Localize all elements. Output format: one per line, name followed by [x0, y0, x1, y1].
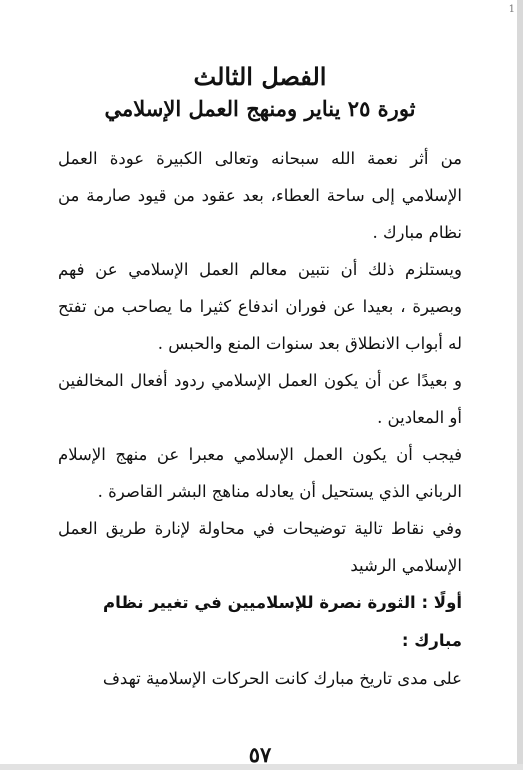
paragraph-4: فيجب أن يكون العمل الإسلامي معبرا عن منهج الإسلام الرباني الذي يستحيل أن يعادله مناهج البشر القاصرة . [58, 445, 462, 501]
corner-mark: 1 [508, 4, 515, 15]
paragraph-2: ويستلزم ذلك أن نتبين معالم العمل الإسلامي عن فهم وبصيرة ، بعيدا عن فوران اندفاع كثيرا ما يصاحب من تفتح له أبواب الانطلاق بعد سنوات المنع والحبس . [58, 260, 462, 353]
paragraph-5: وفي نقاط تالية توضيحات في محاولة لإنارة طريق العمل الإسلامي الرشيد [58, 519, 462, 575]
paragraph-1: من أثر نعمة الله سبحانه وتعالى الكبيرة عودة العمل الإسلامي إلى ساحة العطاء، بعد عقود من قيود صارمة من نظام مبارك . [58, 149, 462, 242]
chapter-title: الفصل الثالث [193, 62, 327, 91]
paragraph-6: على مدى تاريخ مبارك كانت الحركات الإسلامية تهدف [102, 669, 462, 688]
page-edge-shadow [517, 0, 523, 770]
section-title: ثورة ٢٥ يناير ومنهج العمل الإسلامي [104, 96, 416, 121]
page-number: ٥٧ [248, 742, 272, 767]
book-page [58, 60, 462, 767]
paragraph-3: و بعيدًا عن أن يكون العمل الإسلامي ردود أفعال المخالفين أو المعادين . [58, 371, 462, 427]
subsection-heading: أولًا : الثورة نصرة للإسلاميين في تغيير نظام مبارك : [103, 593, 462, 650]
